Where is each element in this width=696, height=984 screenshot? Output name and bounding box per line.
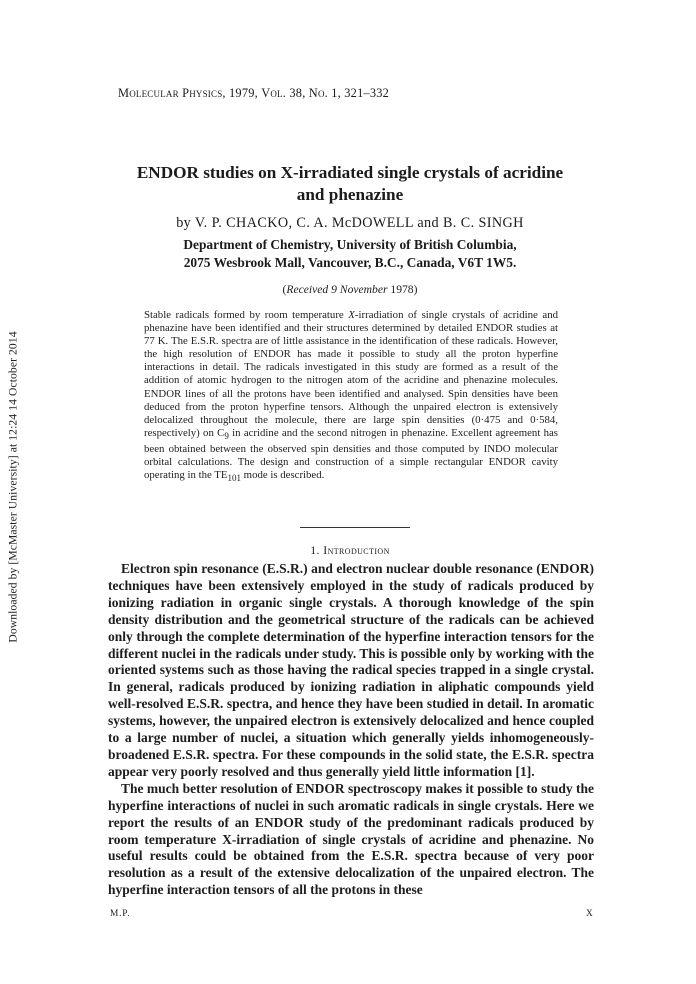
journal-year: 1979 bbox=[229, 86, 255, 100]
article-title bbox=[100, 162, 600, 206]
paragraph-2: The much better resolution of ENDOR spectroscopy makes it possible to study the hyperfine interactions of nuclei in such aromatic radicals in single crystals. Here we report the results of an ENDOR study of the predominant radicals produced by room temperature X-irradiation of single crystals of acridine and phenazine. No useful results could be obtained from the E.S.R. spectra because of very poor resolution as a result of the extensive delocalization of the unpaired electron. The hyperfine interaction tensors of all the protons in these bbox=[108, 780, 594, 898]
journal-pages: 321–332 bbox=[344, 86, 390, 100]
volume-label: Vol. bbox=[261, 86, 287, 100]
received-day-month: 9 November bbox=[331, 283, 388, 296]
title-line-2: and phenazine bbox=[296, 185, 404, 204]
journal-issue: 1 bbox=[331, 86, 338, 100]
affiliation-line-2: 2075 Wesbrook Mall, Vancouver, B.C., Canada, V6T 1W5. bbox=[183, 255, 517, 270]
abstract-part-3: in acridine and the second nitrogen in phenazine. Excellent agreement has been obtained between the observed spin densities and those computed by INDO molecular orbital calculations. The design and construction of a simple rectangular ENDOR cavity operating in the TE bbox=[144, 426, 559, 482]
received-date: (Received 9 November 1978) bbox=[282, 283, 418, 296]
journal-header: Molecular Physics, 1979, Vol. 38, No. 1, 321–332 bbox=[118, 86, 390, 100]
paragraph-1: Electron spin resonance (E.S.R.) and electron nuclear double resonance (ENDOR) techniques have been extensively employed in the study of radicals produced by ionizing radiation in organic single crystals. A thorough knowledge of the spin density distribution and the geometrical structure of the radicals can be achieved only through the complete determination of the hyperfine interaction tensors for the different nuclei in the radicals under study. This is possible only by working with the oriented systems such as those having the radical species trapped in a single crystal. In general, radicals produced by ionizing radiation in aliphatic compounds yield well-resolved E.S.R. spectra, and hence they have been studied in detail. In aromatic systems, however, the unpaired electron is extensively delocalized and hence coupled to a large number of nuclei, a situation which generally yields inhomogeneously-broadened E.S.R. spectra. For these compounds in the solid state, the E.S.R. spectra appear very poorly resolved and thus generally yield little information [1]. bbox=[108, 561, 594, 779]
affiliation-line-1: Department of Chemistry, University of British Columbia, bbox=[183, 237, 517, 252]
abstract-part-1: Stable radicals formed by room temperature bbox=[144, 309, 349, 321]
issue-label: No. bbox=[308, 86, 328, 100]
affiliation bbox=[100, 236, 600, 272]
received-label: Received bbox=[286, 283, 329, 296]
section-number: 1. bbox=[310, 543, 320, 557]
download-note: Downloaded by [McMaster University] at 12:24 14 October 2014 bbox=[6, 331, 20, 643]
abstract-part-2: -irradiation of single crystals of acridine and phenazine have been identified and their structures determined by detailed ENDOR studies at 77 K. The E.S.R. spectra are of little assistance in the identification of these radicals. However, the high resolution of ENDOR has made it possible to study all the proton hyperfine interactions in detail. The radicals investigated in this study are formed as a result of the addition of atomic hydrogen to the nitrogen atom of the acridine and phenazine molecules. ENDOR lines of all the protons have been identified and analysed. Spin densities have been deduced from the proton hyperfine tensors. Although the unpaired electron is extensively delocalized throughout the molecule, there are large spin densities (0·475 and 0·584, respectively) on C bbox=[144, 309, 558, 439]
te-subscript: 101 bbox=[227, 473, 241, 484]
section-title: Introduction bbox=[323, 543, 390, 557]
authors: by V. P. CHACKO, C. A. McDOWELL and B. C. SINGH bbox=[176, 215, 524, 231]
section-heading bbox=[250, 543, 450, 558]
c-subscript: 9 bbox=[224, 431, 229, 441]
download-sidebar bbox=[2, 310, 24, 665]
body-text bbox=[108, 561, 594, 899]
abstract bbox=[144, 309, 558, 486]
journal-name: Molecular Physics bbox=[118, 86, 223, 100]
x-symbol: X bbox=[348, 309, 355, 321]
footer-right: X bbox=[586, 909, 593, 919]
journal-volume: 38 bbox=[289, 86, 303, 100]
section-divider bbox=[300, 527, 410, 528]
footer-left: M.P. bbox=[110, 909, 131, 919]
title-line-1: ENDOR studies on X-irradiated single crystals of acridine bbox=[136, 163, 564, 182]
received-year: 1978 bbox=[390, 283, 414, 296]
abstract-part-4: mode is described. bbox=[240, 469, 325, 482]
